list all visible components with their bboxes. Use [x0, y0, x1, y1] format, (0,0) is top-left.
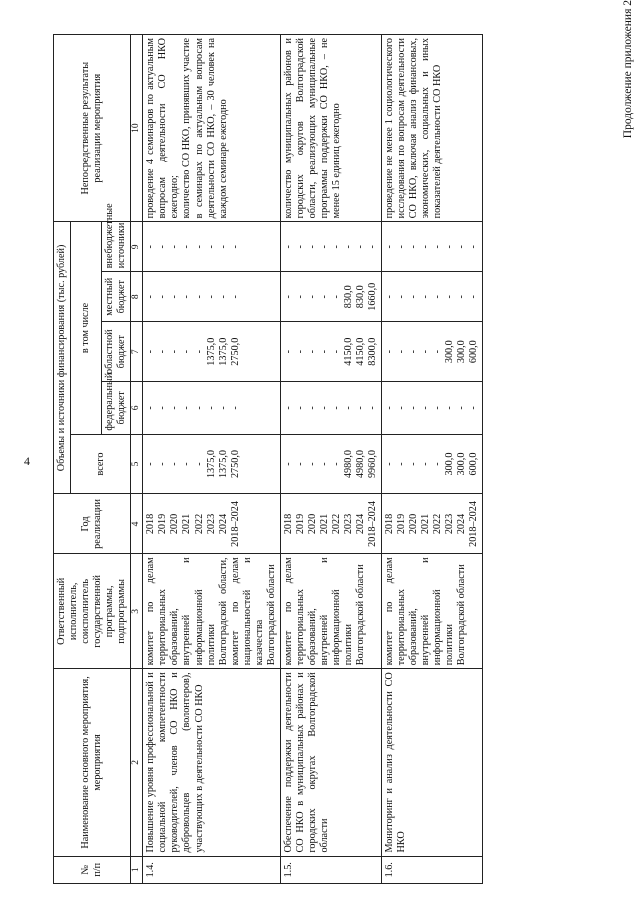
- header-funding: Объемы и источники финансирования (тыс. рублей): [54, 222, 71, 494]
- cell-value: 2018: [383, 513, 395, 535]
- cell-value: -: [444, 295, 456, 299]
- cell-value: -: [468, 245, 480, 249]
- cell-value: 300,0: [456, 340, 468, 364]
- cell-value: -: [366, 406, 378, 410]
- responsible-executor: комитет по делам территориальных образований, внутренней и информационной политики Волгоградской области, комитет по делам национальностей и казачества Волгоградской области: [143, 554, 280, 669]
- measure-name: Повышение уровня профессиональной и социальной компетентности руководителей, членов СО НКО и добровольцев (волонтеров), участвующих в деятельности СО НКО: [143, 669, 280, 856]
- cell-value: -: [456, 245, 468, 249]
- cell-value: -: [217, 406, 229, 410]
- cell-value: -: [420, 245, 432, 249]
- extra-values: [280, 222, 381, 272]
- cell-value: -: [282, 406, 294, 410]
- cell-value: -: [193, 349, 205, 354]
- cell-value: -: [169, 406, 181, 410]
- cell-value: 4980,0: [354, 450, 366, 479]
- cell-value: -: [383, 462, 395, 466]
- local-values: [280, 272, 381, 322]
- cell-value: -: [282, 462, 294, 466]
- cell-value: -: [383, 295, 395, 299]
- cell-value: 1375,0: [205, 337, 217, 366]
- cell-value: -: [456, 295, 468, 299]
- cell-value: 830,0: [354, 285, 366, 309]
- cell-value: -: [456, 406, 468, 410]
- cell-value: 2020: [169, 513, 181, 535]
- header-regional: областной бюджет: [102, 322, 131, 382]
- cell-value: -: [157, 295, 169, 299]
- cell-value: -: [318, 349, 330, 354]
- cell-value: -: [383, 245, 395, 249]
- continuation-label: Продолжение приложения 2: [622, 0, 634, 139]
- cell-value: -: [229, 406, 241, 410]
- header-including: в том числе: [71, 222, 102, 434]
- cell-value: -: [217, 295, 229, 299]
- cell-value: 2018–2024: [229, 501, 241, 547]
- cell-value: -: [383, 406, 395, 410]
- results-text: проведение не менее 1 социологического исследования по вопросам деятельности СО НКО, включая анализ финансовых, экономических, социальных и иных показателей деятельности СО НКО: [381, 35, 482, 222]
- table-body: [143, 35, 483, 884]
- program-table: [53, 34, 483, 884]
- rotated-page: [53, 34, 583, 884]
- cell-value: -: [330, 245, 342, 249]
- cell-value: 2019: [294, 513, 306, 535]
- cell-value: 4150,0: [342, 337, 354, 366]
- cell-value: -: [157, 245, 169, 249]
- cell-value: -: [396, 462, 408, 466]
- cell-value: 2022: [432, 513, 444, 535]
- cell-value: 2019: [396, 513, 408, 535]
- cell-value: -: [408, 245, 420, 249]
- cell-value: -: [282, 245, 294, 249]
- cell-value: -: [217, 245, 229, 249]
- cell-value: 4150,0: [354, 337, 366, 366]
- cell-value: -: [432, 245, 444, 249]
- cell-value: -: [408, 295, 420, 299]
- cell-value: -: [306, 295, 318, 299]
- cell-value: -: [169, 295, 181, 299]
- cell-value: -: [181, 245, 193, 249]
- cell-value: 600,0: [468, 452, 480, 476]
- cell-value: 2021: [318, 513, 330, 535]
- total-values: [143, 434, 280, 494]
- row-number: 1.4.: [143, 856, 280, 883]
- col-index: 4: [131, 494, 143, 554]
- cell-value: -: [157, 406, 169, 410]
- cell-value: -: [169, 349, 181, 354]
- cell-value: -: [306, 462, 318, 466]
- cell-value: -: [294, 406, 306, 410]
- cell-value: -: [306, 245, 318, 249]
- cell-value: -: [181, 295, 193, 299]
- measure-name: Обеспечение поддержки деятельности СО НКО в муниципальных районах и городских округах Волгоградской области: [280, 669, 381, 856]
- cell-value: 300,0: [456, 452, 468, 476]
- header-extra: внебюджетные источники: [102, 222, 131, 272]
- cell-value: -: [205, 406, 217, 410]
- cell-value: -: [420, 462, 432, 466]
- total-values: [381, 434, 482, 494]
- cell-value: -: [169, 462, 181, 466]
- cell-value: -: [229, 295, 241, 299]
- cell-value: -: [432, 295, 444, 299]
- cell-value: 2023: [444, 513, 456, 535]
- table-row: [143, 35, 280, 884]
- regional-values: [280, 322, 381, 382]
- local-values: [381, 272, 482, 322]
- header-year: Год реализации: [54, 494, 131, 554]
- col-index: 9: [131, 222, 143, 272]
- federal-values: [280, 382, 381, 434]
- cell-value: -: [444, 245, 456, 249]
- cell-value: 2018: [282, 513, 294, 535]
- col-index: 1: [131, 856, 143, 883]
- cell-value: 2021: [420, 513, 432, 535]
- cell-value: -: [169, 245, 181, 249]
- cell-value: 2024: [456, 513, 468, 535]
- cell-value: -: [294, 295, 306, 299]
- cell-value: -: [354, 406, 366, 410]
- cell-value: 2019: [157, 513, 169, 535]
- results-text: количество муниципальных районов и городских округов Волгоградской области, реализующих муниципальные программы поддержки СО НКО, – не менее 15 единиц ежегодно: [280, 35, 381, 222]
- cell-value: -: [408, 462, 420, 466]
- cell-value: -: [408, 349, 420, 354]
- row-number: 1.6.: [381, 856, 482, 883]
- cell-value: -: [193, 406, 205, 410]
- col-index: 6: [131, 382, 143, 434]
- cell-value: -: [330, 295, 342, 299]
- federal-values: [143, 382, 280, 434]
- cell-value: -: [145, 349, 157, 354]
- cell-value: -: [193, 295, 205, 299]
- cell-value: 2022: [330, 513, 342, 535]
- cell-value: -: [145, 295, 157, 299]
- extra-values: [143, 222, 280, 272]
- cell-value: -: [468, 295, 480, 299]
- cell-value: -: [432, 406, 444, 410]
- cell-value: 2020: [306, 513, 318, 535]
- cell-value: 2023: [205, 513, 217, 535]
- cell-value: 2024: [217, 513, 229, 535]
- cell-value: -: [342, 406, 354, 410]
- cell-value: -: [432, 349, 444, 354]
- cell-value: -: [181, 349, 193, 354]
- cell-value: 300,0: [444, 340, 456, 364]
- cell-value: -: [294, 349, 306, 354]
- cell-value: -: [383, 349, 395, 354]
- cell-value: -: [420, 295, 432, 299]
- column-index-row: [131, 35, 143, 884]
- measure-name: Мониторинг и анализ деятельности СО НКО: [381, 669, 482, 856]
- cell-value: -: [282, 295, 294, 299]
- table-row: [381, 35, 482, 884]
- cell-value: -: [354, 245, 366, 249]
- cell-value: -: [306, 349, 318, 354]
- cell-value: -: [193, 245, 205, 249]
- results-text: проведение 4 семинаров по актуальным вопросам деятельности СО НКО ежегодно; количество СО НКО, принявших участие в семинарах по актуальным вопросам деятельности СО НКО, – 30 человек на каждом семинаре ежегодно: [143, 35, 280, 222]
- cell-value: -: [318, 462, 330, 466]
- cell-value: -: [181, 406, 193, 410]
- cell-value: -: [145, 245, 157, 249]
- col-index: 8: [131, 272, 143, 322]
- cell-value: 9960,0: [366, 450, 378, 479]
- cell-value: 1375,0: [205, 450, 217, 479]
- cell-value: -: [157, 462, 169, 466]
- header-num: № п/п: [54, 856, 131, 883]
- year-list: [143, 494, 280, 554]
- cell-value: -: [229, 245, 241, 249]
- col-index: 10: [131, 35, 143, 222]
- cell-value: 8300,0: [366, 337, 378, 366]
- cell-value: 2021: [181, 513, 193, 535]
- header-responsible: Ответственный исполнитель, соисполнитель государственной программы, подпрограммы: [54, 554, 131, 669]
- col-index: 2: [131, 669, 143, 856]
- cell-value: -: [396, 349, 408, 354]
- cell-value: 2020: [408, 513, 420, 535]
- cell-value: -: [145, 406, 157, 410]
- cell-value: -: [420, 406, 432, 410]
- col-index: 5: [131, 434, 143, 494]
- cell-value: 4980,0: [342, 450, 354, 479]
- cell-value: -: [157, 349, 169, 354]
- header-federal: федеральный бюджет: [102, 382, 131, 434]
- page-number: 4: [24, 454, 30, 468]
- cell-value: -: [468, 406, 480, 410]
- row-number: 1.5.: [280, 856, 381, 883]
- table-header: [54, 35, 143, 884]
- col-index: 7: [131, 322, 143, 382]
- cell-value: 2022: [193, 513, 205, 535]
- cell-value: 2750,0: [229, 337, 241, 366]
- cell-value: 2024: [354, 513, 366, 535]
- cell-value: -: [318, 295, 330, 299]
- cell-value: -: [396, 295, 408, 299]
- cell-value: -: [330, 349, 342, 354]
- cell-value: -: [193, 462, 205, 466]
- header-results: Непосредственные результаты реализации мероприятия: [54, 35, 131, 222]
- cell-value: 2023: [342, 513, 354, 535]
- cell-value: -: [420, 349, 432, 354]
- cell-value: -: [432, 462, 444, 466]
- extra-values: [381, 222, 482, 272]
- header-total: всего: [71, 434, 131, 494]
- cell-value: -: [342, 245, 354, 249]
- cell-value: 600,0: [468, 340, 480, 364]
- cell-value: 1375,0: [217, 450, 229, 479]
- cell-value: -: [181, 462, 193, 466]
- cell-value: -: [396, 245, 408, 249]
- cell-value: -: [366, 245, 378, 249]
- cell-value: -: [294, 462, 306, 466]
- cell-value: -: [318, 245, 330, 249]
- cell-value: 1660,0: [366, 282, 378, 311]
- federal-values: [381, 382, 482, 434]
- cell-value: -: [205, 245, 217, 249]
- regional-values: [143, 322, 280, 382]
- cell-value: -: [205, 295, 217, 299]
- cell-value: 2750,0: [229, 450, 241, 479]
- cell-value: -: [408, 406, 420, 410]
- cell-value: -: [294, 245, 306, 249]
- cell-value: -: [396, 406, 408, 410]
- header-name: Наименование основного мероприятия, мероприятия: [54, 669, 131, 856]
- cell-value: -: [330, 406, 342, 410]
- header-local: местный бюджет: [102, 272, 131, 322]
- cell-value: -: [145, 462, 157, 466]
- cell-value: 2018–2024: [468, 501, 480, 547]
- col-index: 3: [131, 554, 143, 669]
- regional-values: [381, 322, 482, 382]
- cell-value: 2018–2024: [366, 501, 378, 547]
- cell-value: 830,0: [342, 285, 354, 309]
- cell-value: -: [330, 462, 342, 466]
- cell-value: -: [318, 406, 330, 410]
- cell-value: -: [444, 406, 456, 410]
- year-list: [381, 494, 482, 554]
- cell-value: -: [306, 406, 318, 410]
- cell-value: 2018: [145, 513, 157, 535]
- cell-value: 300,0: [444, 452, 456, 476]
- responsible-executor: комитет по делам территориальных образований, внутренней и информационной политики Волгоградской области: [280, 554, 381, 669]
- year-list: [280, 494, 381, 554]
- total-values: [280, 434, 381, 494]
- local-values: [143, 272, 280, 322]
- table-row: [280, 35, 381, 884]
- cell-value: -: [282, 349, 294, 354]
- cell-value: 1375,0: [217, 337, 229, 366]
- responsible-executor: комитет по делам территориальных образований, внутренней и информационной политики Волгоградской области: [381, 554, 482, 669]
